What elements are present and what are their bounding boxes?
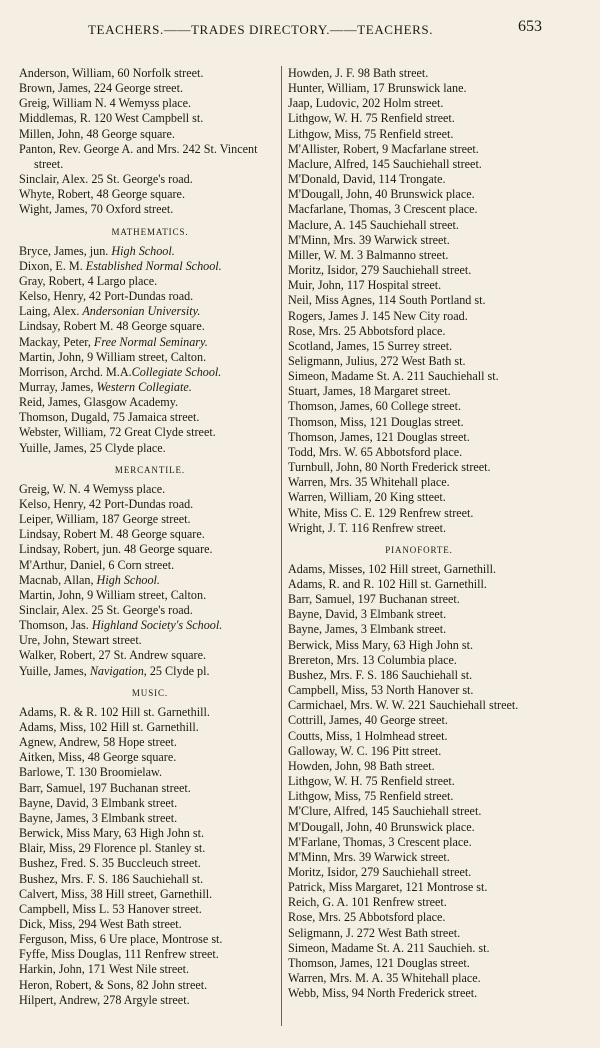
mercantile-list [19, 482, 281, 679]
directory-entry: Millen, John, 48 George square. [19, 126, 175, 141]
directory-entry: Adams, Miss, 102 Hill st. Garnethill. [19, 719, 199, 734]
directory-entry: Campbell, Miss, 53 North Hanover st. [288, 683, 474, 698]
directory-entry: Stuart, James, 18 Margaret street. [288, 384, 451, 399]
directory-entry: Webb, Miss, 94 North Frederick street. [288, 986, 478, 1001]
directory-entry: Bushez, Fred. S. 35 Buccleuch street. [19, 856, 201, 871]
directory-entry: Ferguson, Miss, 6 Ure place, Montrose st. [19, 932, 223, 947]
directory-entry: Todd, Mrs. W. 65 Abbotsford place. [288, 444, 463, 459]
directory-entry [19, 573, 281, 588]
directory-entry: M'Farlane, Thomas, 3 Crescent place. [288, 834, 472, 849]
directory-entry [19, 365, 281, 380]
directory-entry: Barr, Samuel, 197 Buchanan street. [19, 780, 191, 795]
directory-entry: Sinclair, Alex. 25 St. George's road. [19, 172, 193, 187]
directory-entry: Maclure, Alfred, 145 Sauchiehall street. [288, 156, 482, 171]
directory-entry [19, 512, 281, 527]
directory-entry: Neil, Miss Agnes, 114 South Portland st. [288, 293, 486, 308]
entry-text: Yuille, James, 25 Clyde place. [19, 440, 166, 455]
entry-institution: Free Normal Seminary. [93, 334, 208, 349]
directory-entry [19, 482, 281, 497]
directory-entry: Simeon, Madame St. A. 211 Sauchieh. st. [288, 940, 490, 955]
entry-text: Murray, James, [19, 379, 97, 394]
entry-text: Leiper, William, 187 George street. [19, 512, 191, 527]
entry-text: Martin, John, 9 William street, Calton. [19, 349, 207, 364]
directory-entry [19, 304, 281, 319]
directory-entry: M'Clure, Alfred, 145 Sauchiehall street. [288, 804, 482, 819]
entry-text: Walker, Robert, 27 St. Andrew square. [19, 648, 207, 663]
directory-entry: Agnew, Andrew, 58 Hope street. [19, 735, 177, 750]
teachers-list [19, 66, 281, 218]
directory-entry: Wight, James, 70 Oxford street. [19, 202, 174, 217]
section-heading-mathematics: MATHEMATICS. [111, 226, 189, 237]
directory-entry [19, 410, 281, 425]
entry-text: Bryce, James, jun. [19, 243, 112, 258]
directory-entry: Lithgow, Miss, 75 Renfield street. [288, 126, 454, 141]
directory-entry: Seligmann, J. 272 West Bath street. [288, 925, 461, 940]
directory-entry: M'Dougall, John, 40 Brunswick place. [288, 819, 475, 834]
directory-entry: Thomson, James, 60 College street. [288, 399, 461, 414]
directory-entry: Aitken, Miss, 48 George square. [19, 750, 177, 765]
directory-entry: Middlemas, R. 120 West Campbell st. [19, 111, 204, 126]
directory-entry: Heron, Robert, & Sons, 82 John street. [19, 977, 208, 992]
music-list [19, 705, 281, 1008]
directory-entry [19, 319, 281, 334]
entry-text: Kelso, Henry, 42 Port-Dundas road. [19, 289, 194, 304]
directory-entry [19, 664, 281, 679]
entry-text: M'Arthur, Daniel, 6 Corn street. [19, 557, 175, 572]
entry-institution: Highland Society's School. [91, 618, 223, 633]
directory-entry: Thomson, James, 121 Douglas street. [288, 429, 470, 444]
directory-entry [19, 588, 281, 603]
directory-entry [19, 603, 281, 618]
directory-entry: Bushez, Mrs. F. S. 186 Sauchiehall st. [288, 667, 473, 682]
section-heading-pianoforte: PIANOFORTE. [385, 544, 453, 555]
directory-entry: Moritz, Isidor, 279 Sauchiehall street. [288, 864, 472, 879]
directory-entry [19, 395, 281, 410]
directory-entry: Lithgow, Miss, 75 Renfield street. [288, 789, 454, 804]
directory-entry: Warren, Mrs. M. A. 35 Whitehall place. [288, 971, 481, 986]
directory-entry: Adams, Misses, 102 Hill street, Garnethill. [288, 561, 497, 576]
directory-entry: Adams, R. & R. 102 Hill st. Garnethill. [19, 704, 210, 719]
directory-entry [19, 497, 281, 512]
directory-entry: Anderson, William, 60 Norfolk street. [19, 66, 204, 80]
entry-text: Dixon, E. M. [19, 258, 86, 273]
directory-entry [19, 425, 281, 440]
entry-institution: Collegiate School. [131, 364, 222, 379]
directory-entry [19, 274, 281, 289]
directory-entry: Hilpert, Andrew, 278 Argyle street. [19, 992, 190, 1007]
entry-institution: Andersonian University. [82, 304, 201, 319]
entry-text: Mackay, Peter, [19, 334, 94, 349]
directory-entry: Fyffe, Miss Douglas, 111 Renfrew street. [19, 947, 219, 962]
directory-entry [19, 335, 281, 350]
directory-entry: Barr, Samuel, 197 Buchanan street. [288, 592, 460, 607]
entry-text: Ure, John, Stewart street. [19, 633, 142, 648]
directory-entry: Dick, Miss, 294 West Bath street. [19, 916, 182, 931]
directory-entry: Howden, J. F. 98 Bath street. [288, 66, 429, 80]
directory-entry: Patrick, Miss Margaret, 121 Montrose st. [288, 880, 488, 895]
entry-text: Lindsay, Robert M. 48 George square. [19, 527, 205, 542]
entry-institution: High School. [111, 243, 175, 258]
pianoforte-list [288, 562, 550, 1002]
directory-entry [19, 558, 281, 573]
right-column [288, 66, 550, 1001]
directory-entry: Brown, James, 224 George street. [19, 81, 183, 96]
directory-entry: Jaap, Ludovic, 202 Holm street. [288, 96, 444, 111]
entry-text: Morrison, Archd. M.A. [19, 364, 132, 379]
directory-entry [19, 350, 281, 365]
entry-institution: Western Collegiate. [96, 379, 192, 394]
directory-entry: Thomson, Miss, 121 Douglas street. [288, 414, 464, 429]
entry-text: Martin, John, 9 William street, Calton. [19, 587, 207, 602]
entry-institution: Established Normal School. [85, 258, 222, 273]
directory-entry [19, 380, 281, 395]
directory-entry: Bayne, David, 3 Elmbank street. [288, 607, 447, 622]
directory-entry: Rogers, James J. 145 New City road. [288, 308, 468, 323]
directory-entry: Muir, John, 117 Hospital street. [288, 278, 442, 293]
entry-text: Lindsay, Robert, jun. 48 George square. [19, 542, 213, 557]
directory-entry [19, 633, 281, 648]
entry-text: Sinclair, Alex. 25 St. George's road. [19, 603, 193, 617]
directory-entry: Blair, Miss, 29 Florence pl. Stanley st. [19, 841, 206, 856]
page-header [0, 18, 600, 44]
entry-text: Thomson, Dugald, 75 Jamaica street. [19, 410, 200, 425]
directory-entry [19, 542, 281, 557]
directory-entry: M'Donald, David, 114 Trongate. [288, 172, 446, 187]
entry-text: Macnab, Allan, [19, 572, 97, 587]
directory-entry: Carmichael, Mrs. W. W. 221 Sauchiehall street. [288, 698, 519, 713]
directory-entry [19, 648, 281, 663]
directory-entry: Campbell, Miss L. 53 Hanover street. [19, 901, 202, 916]
directory-entry: Coutts, Miss, 1 Holmhead street. [288, 728, 448, 743]
directory-entry: Seligmann, Julius, 272 West Bath st. [288, 353, 466, 368]
directory-entry: Berwick, Miss Mary, 63 High John st. [288, 637, 474, 652]
entry-text: Kelso, Henry, 42 Port-Dundas road. [19, 496, 194, 511]
directory-entry: Macfarlane, Thomas, 3 Crescent place. [288, 202, 478, 217]
directory-entry: Scotland, James, 15 Surrey street. [288, 338, 453, 353]
directory-entry [19, 527, 281, 542]
directory-entry: Moritz, Isidor, 279 Sauchiehall street. [288, 263, 472, 278]
mathematics-list [19, 244, 281, 456]
directory-entry: Turnbull, John, 80 North Frederick street. [288, 460, 491, 475]
entry-text: Thomson, Jas. [19, 618, 92, 633]
directory-entry [19, 441, 281, 456]
directory-entry: Barlowe, T. 130 Broomielaw. [19, 765, 163, 780]
directory-entry: Rose, Mrs. 25 Abbotsford place. [288, 323, 446, 338]
directory-entry: Galloway, W. C. 196 Pitt street. [288, 743, 442, 758]
directory-entry: Adams, R. and R. 102 Hill st. Garnethill. [288, 577, 487, 591]
directory-entry: Greig, William N. 4 Wemyss place. [19, 96, 192, 111]
directory-entry: Simeon, Madame St. A. 211 Sauchiehall st. [288, 369, 499, 384]
directory-entry: Thomson, James, 121 Douglas street. [288, 955, 470, 970]
directory-entry: Bayne, David, 3 Elmbank street. [19, 795, 178, 810]
entry-text: Lindsay, Robert M. 48 George square. [19, 319, 205, 334]
directory-entry: Berwick, Miss Mary, 63 High John st. [19, 826, 205, 841]
directory-entry [19, 259, 281, 274]
directory-entry: Bushez, Mrs. F. S. 186 Sauchiehall st. [19, 871, 204, 886]
entry-text: Laing, Alex. [19, 304, 83, 319]
directory-entry: Brereton, Mrs. 13 Columbia place. [288, 652, 457, 667]
directory-entry: Cottrill, James, 40 George street. [288, 713, 448, 728]
directory-entry: Miller, W. M. 3 Balmanno street. [288, 247, 449, 262]
directory-entry: Howden, John, 98 Bath street. [288, 758, 435, 773]
entry-text: Greig, W. N. 4 Wemyss place. [19, 481, 166, 496]
directory-entry: Rose, Mrs. 25 Abbotsford place. [288, 910, 446, 925]
directory-entry: Reich, G. A. 101 Renfrew street. [288, 895, 447, 910]
directory-entry: Wright, J. T. 116 Renfrew street. [288, 520, 447, 535]
directory-entry: Whyte, Robert, 48 George square. [19, 187, 185, 202]
directory-entry: M'Allister, Robert, 9 Macfarlane street. [288, 141, 479, 156]
directory-entry: Panton, Rev. George A. and Mrs. 242 St. Vincent street. [19, 141, 258, 171]
page-number: 653 [518, 18, 542, 35]
entry-text: Gray, Robert, 4 Largo place. [19, 273, 158, 288]
entry-institution: High School. [96, 572, 160, 587]
directory-entry: Warren, Mrs. 35 Whitehall place. [288, 475, 450, 490]
running-head: TEACHERS.——TRADES DIRECTORY.——TEACHERS. [88, 22, 434, 37]
directory-entry: White, Miss C. E. 129 Renfrew street. [288, 505, 474, 520]
directory-entry [19, 244, 281, 259]
section-heading-music: MUSIC. [131, 687, 169, 698]
entry-text: Webster, William, 72 Great Clyde street. [19, 425, 216, 440]
directory-entry [19, 618, 281, 633]
directory-entry: Harkin, John, 171 West Nile street. [19, 962, 190, 977]
left-column [19, 66, 281, 1008]
section-heading-mercantile: MERCANTILE. [114, 464, 186, 475]
directory-entry: M'Dougall, John, 40 Brunswick place. [288, 187, 475, 202]
directory-entry: Lithgow, W. H. 75 Renfield street. [288, 774, 455, 789]
directory-entry: Lithgow, W. H. 75 Renfield street. [288, 111, 455, 126]
music-list-continued [288, 66, 550, 536]
directory-entry: Maclure, A. 145 Sauchiehall street. [288, 217, 459, 232]
directory-entry: Bayne, James, 3 Elmbank street. [288, 622, 447, 637]
entry-text: , 25 Clyde pl. [143, 663, 210, 678]
directory-entry: M'Minn, Mrs. 39 Warwick street. [288, 232, 450, 247]
directory-entry: Hunter, William, 17 Brunswick lane. [288, 81, 467, 96]
entry-text: Reid, James, Glasgow Academy. [19, 395, 179, 410]
directory-entry: Warren, William, 20 King stteet. [288, 490, 446, 505]
directory-entry: Calvert, Miss, 38 Hill street, Garnethill. [19, 886, 213, 901]
column-divider [281, 66, 282, 1026]
directory-entry: Bayne, James, 3 Elmbank street. [19, 810, 178, 825]
directory-entry: M'Minn, Mrs. 39 Warwick street. [288, 849, 450, 864]
entry-text: Yuille, James, [19, 663, 90, 678]
entry-institution: Navigation [89, 663, 144, 678]
directory-entry [19, 289, 281, 304]
